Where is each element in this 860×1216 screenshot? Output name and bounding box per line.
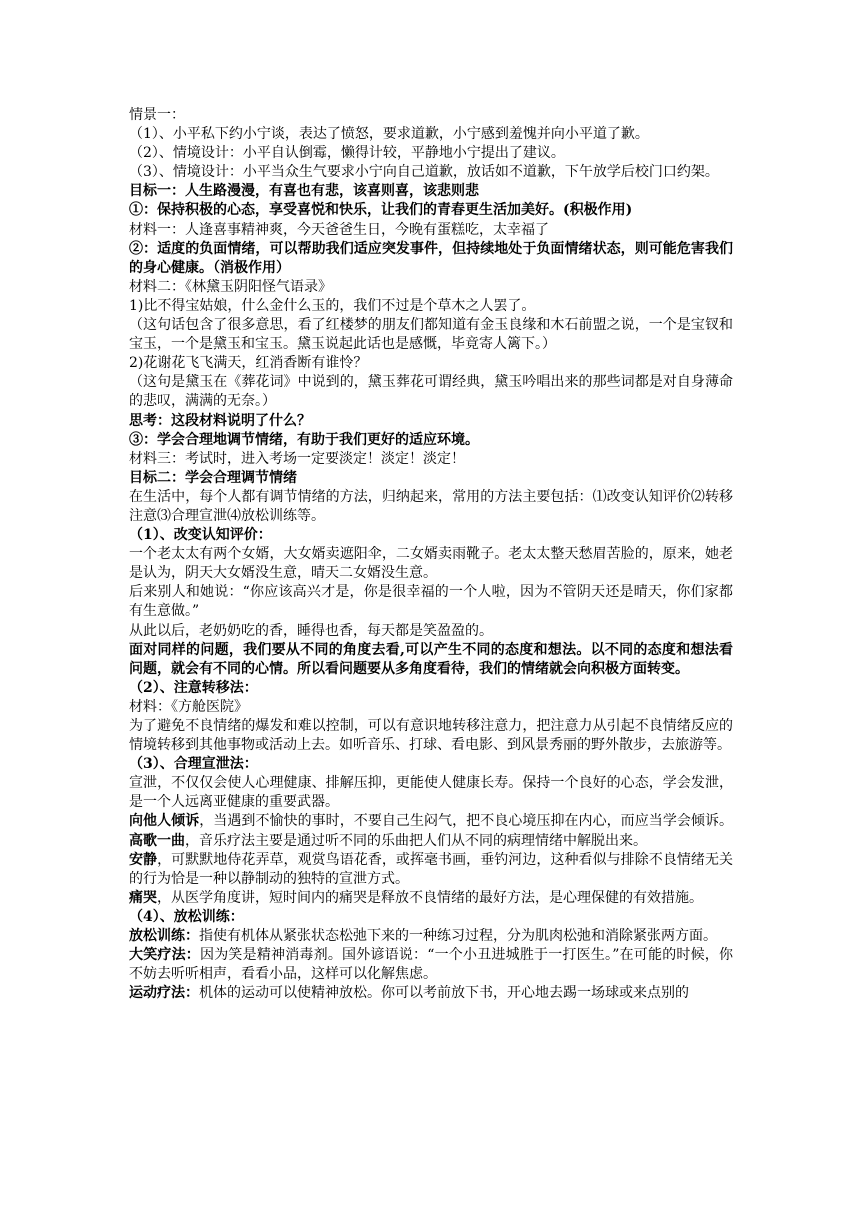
cry-label: 痛哭: [129, 889, 157, 906]
method-two-heading: （2）、注意转移法：: [129, 679, 258, 696]
quote-one-note: （这句话包含了很多意思，看了红楼梦的朋友们都知道有金玉良缘和木石前盟之说，一个是宝钗和宝玉，一个是黛玉和宝玉。黛玉说起此话也是感慨，毕竟寄人篱下。）: [129, 317, 733, 353]
material-one: 材料一：人逢喜事精神爽，今天爸爸生日，今晚有蛋糕吃，太幸福了: [129, 221, 549, 238]
relax-training: [129, 927, 733, 946]
material-two-title: 材料二：《林黛玉阴阳怪气语录》: [129, 278, 332, 295]
story-paragraph-2: 后来别人和她说：“你应该高兴才是，你是很幸福的一个人啦，因为不管阴天还是晴天，你们家都有生意做。”: [129, 584, 733, 620]
quiet-label: 安静: [129, 851, 158, 868]
confide-label: 向他人倾诉: [129, 813, 200, 830]
quote-two-note: （这句是黛玉在《葬花词》中说到的，黛玉葬花可谓经典，黛玉吟唱出来的那些词都是对自身薄命的悲叹，满满的无奈。）: [129, 374, 733, 410]
exercise-label: 运动疗法：: [129, 985, 199, 1002]
think-question: 思考：这段材料说明了什么？: [129, 412, 311, 429]
method-three-confide: [129, 812, 733, 850]
scenario-heading: 情景一：: [129, 107, 185, 123]
document-body: [129, 106, 733, 1003]
quote-two: 2)花谢花飞飞满天，红消香断有谁怜？: [129, 355, 368, 372]
quiet-text: ，可默默地侍花弄草，观赏鸟语花香，或挥毫书画，垂钓河边，这种看似与排除不良情绪无关的行为恰是一种以静制动的独特的宣泄方式。: [129, 851, 734, 887]
scenario-item-2: （2）、情境设计：小平自认倒霉，懒得计较，平静地小宁提出了建议。: [129, 145, 565, 162]
story-paragraph-1: 一个老太太有两个女婿，大女婿卖遮阳伞，二女婿卖雨靴子。老太太整天愁眉苦脸的，原来，她老是认为，阴天大女婿没生意，晴天二女婿没生意。: [129, 546, 733, 582]
relax-text: 指使有机体从紧张状态松弛下来的一种练习过程，分为肌肉松弛和消除紧张两方面。: [199, 928, 717, 945]
goal-one-heading: 目标一：人生路漫漫，有喜也有悲，该喜则喜，该悲则悲: [129, 183, 479, 200]
method-three-intro: 宣泄，不仅仅会使人心理健康、排解压抑，更能使人健康长寿。保持一个良好的心态，学会发泄，是一个人远离亚健康的重要武器。: [129, 775, 733, 811]
confide-text: ，当遇到不愉快的事时，不要自己生闷气，把不良心境压抑在内心，而应当学会倾诉。: [199, 813, 734, 830]
method-two-text: 为了避免不良情绪的爆发和难以控制，可以有意识地转移注意力，把注意力从引起不良情绪反应的情境转移到其他事物或活动上去。如听音乐、打球、看电影、到风景秀丽的野外散步，去旅游等。: [129, 718, 733, 754]
methods-summary: 在生活中，每个人都有调节情绪的方法，归纳起来，常用的方法主要包括：⑴改变认知评价⑵转移注意⑶合理宣泄⑷放松训练等。: [129, 488, 733, 524]
sing-text: ，音乐疗法主要是通过听不同的乐曲把人们从不同的病理情绪中解脱出来。: [185, 832, 647, 849]
story-conclusion: 面对同样的问题，我们要从不同的角度去看,可以产生不同的态度和想法。以不同的态度和想法看问题，就会有不同的心情。所以看问题要从多角度看待，我们的情绪就会向积极方面转变。: [129, 641, 733, 677]
laugh-therapy: [129, 946, 733, 984]
method-three-cry: [129, 889, 733, 908]
laugh-text: 因为笑是精神消毒剂。国外谚语说：“一个小丑进城胜于一打医生。”在可能的时候，你不妨去听听相声，看看小品，这样可以化解焦虑。: [129, 947, 734, 983]
cry-text: ，从医学角度讲，短时间内的痛哭是释放不良情绪的最好方法，是心理保健的有效措施。: [157, 889, 703, 906]
scenario-item-1: （1）、小平私下约小宁谈，表达了愤怒，要求道歉，小宁感到羞愧并向小平道了歉。: [129, 126, 649, 143]
goal-two-heading: 目标二：学会合理调节情绪: [129, 469, 297, 486]
quote-one: 1)比不得宝姑娘，什么金什么玉的，我们不过是个草木之人罢了。: [129, 297, 536, 314]
scenario-item-3: （3）、情境设计：小平当众生气要求小宁向自己道歉，放话如不道歉，下午放学后校门口约架。: [129, 164, 719, 181]
story-paragraph-3: 从此以后，老奶奶吃的香，睡得也香，每天都是笑盈盈的。: [129, 622, 493, 639]
method-three-heading: （3）、合理宣泄法：: [129, 756, 258, 773]
method-three-quiet: [129, 851, 733, 889]
relax-label: 放松训练：: [129, 928, 199, 945]
sing-label: 高歌一曲: [129, 832, 185, 849]
method-four-heading: （4）、放松训练：: [129, 908, 244, 925]
point-one: ①：保持积极的心态，享受喜悦和快乐，让我们的青春更生活加美好。(积极作用): [129, 202, 633, 219]
material-three: 材料三：考试时，进入考场一定要淡定！淡定！淡定！: [129, 450, 465, 467]
point-three: ③：学会合理地调节情绪，有助于我们更好的适应环境。: [129, 431, 479, 448]
laugh-label: 大笑疗法：: [129, 947, 201, 964]
exercise-text: 机体的运动可以使精神放松。你可以考前放下书，开心地去踢一场球或来点别的: [199, 985, 689, 1002]
method-two-material: 材料：《方舱医院》: [129, 698, 248, 715]
method-one-heading: （1）、改变认知评价：: [129, 527, 272, 544]
point-two: ②：适度的负面情绪，可以帮助我们适应突发事件，但持续地处于负面情绪状态，则可能危害我们的身心健康。（消极作用）: [129, 240, 733, 276]
exercise-therapy: [129, 984, 733, 1003]
